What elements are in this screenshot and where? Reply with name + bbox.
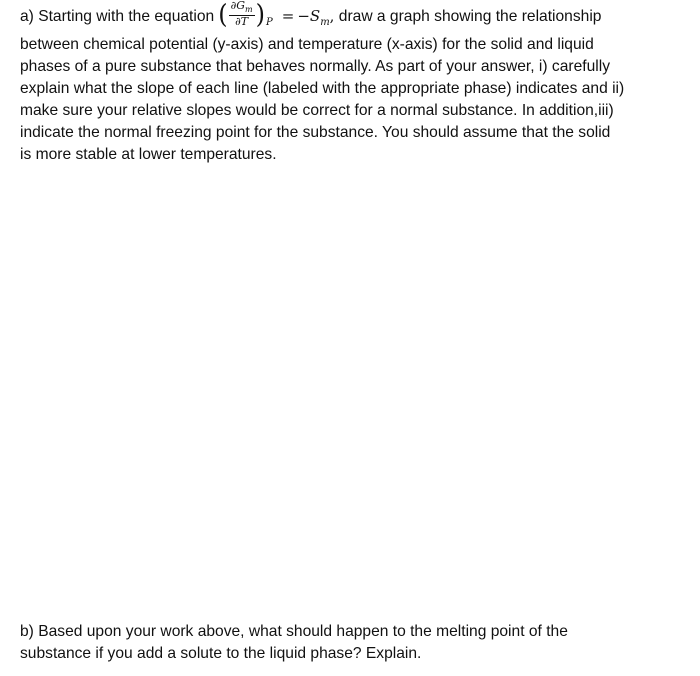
question-a-line-1 <box>20 0 675 34</box>
partial-derivative-equation <box>218 0 273 34</box>
question-a-line-1-rest: draw a graph showing the relationship <box>338 7 602 25</box>
question-a-intro: a) Starting with the equation <box>20 7 215 25</box>
question-a-line-6: indicate the normal freezing point for the substance. You should assume that the solid <box>20 123 611 141</box>
question-b-line-2: substance if you add a solute to the liquid phase? Explain. <box>20 645 422 662</box>
constant-pressure-subscript: P <box>266 16 273 28</box>
question-b <box>20 621 675 665</box>
question-a-line-7: is more stable at lower temperatures. <box>20 145 277 163</box>
right-paren: ) <box>255 0 266 29</box>
fraction-numerator: $\partial G_m$ <box>230 0 253 15</box>
equation-rhs: = $-S_m$, <box>281 6 335 28</box>
question-a-line-2: between chemical potential (y-axis) and temperature (x-axis) for the solid and liquid <box>20 35 594 53</box>
question-a <box>20 0 675 166</box>
question-a-line-4: explain what the slope of each line (labeled with the appropriate phase) indicates and ii) <box>20 79 625 97</box>
question-a-line-3: phases of a pure substance that behaves normally. As part of your answer, i) carefully <box>20 57 610 75</box>
question-a-line-5: make sure your relative slopes would be correct for a normal substance. In addition,iii) <box>20 101 614 119</box>
fraction-denominator: ∂T <box>235 15 249 29</box>
question-b-line-1: b) Based upon your work above, what should happen to the melting point of the <box>20 623 568 640</box>
left-paren: ( <box>218 0 228 29</box>
derivative-fraction <box>229 0 255 27</box>
